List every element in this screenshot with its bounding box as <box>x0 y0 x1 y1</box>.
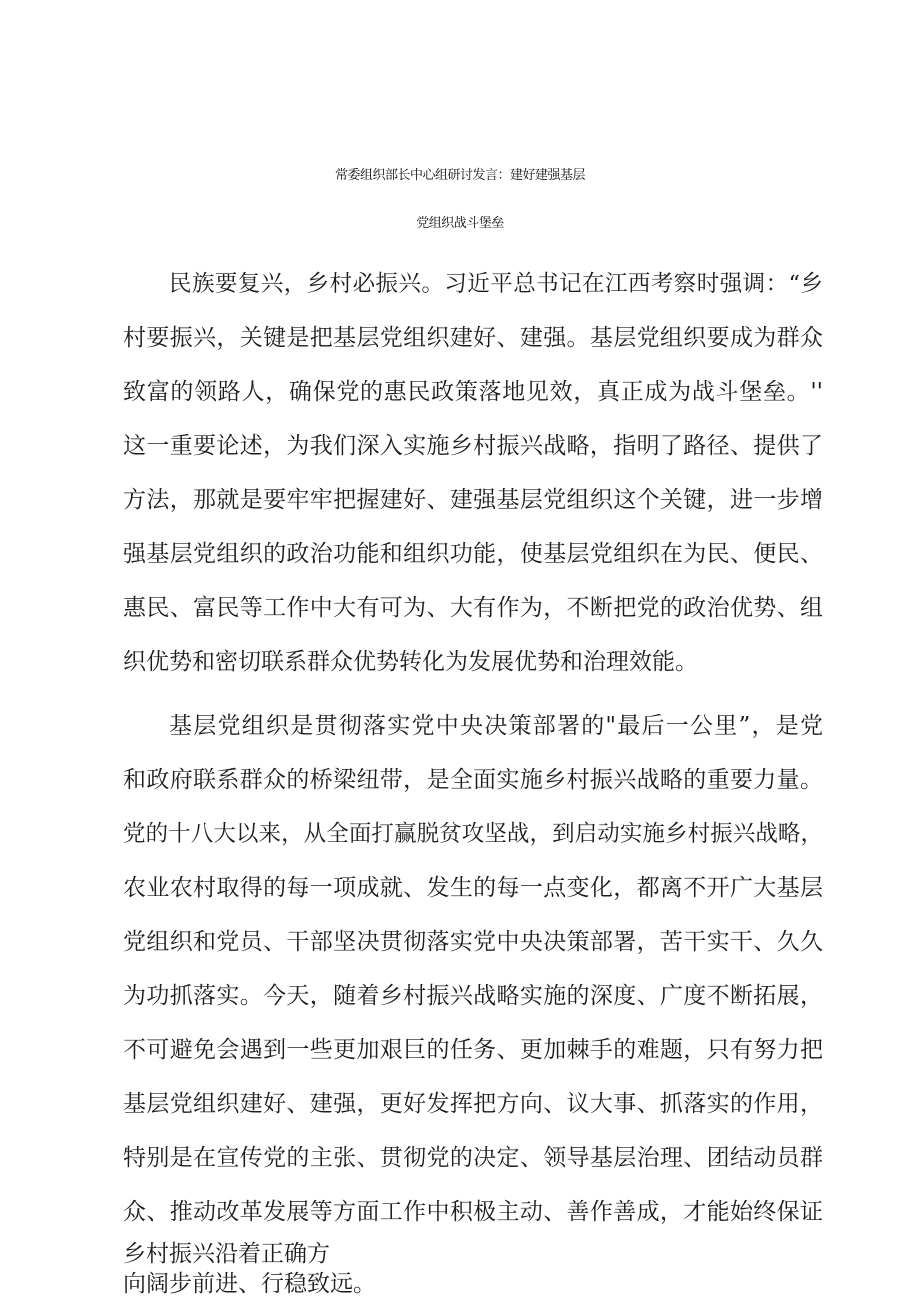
paragraph-1-line: 村要振兴，关键是把基层党组织建好、建强。基层党组织要成为群众 <box>123 325 823 351</box>
paragraph-2-line: 向阔步前进、行稳致远。 <box>123 1271 376 1297</box>
document-title-line-2: 党组织战斗堡垒 <box>416 216 504 231</box>
paragraph-2-line: 为功抓落实。今天，随着乡村振兴战略实施的深度、广度不断拓展， <box>123 983 823 1009</box>
paragraph-2-line: 党的十八大以来，从全面打赢脱贫攻坚战，到启动实施乡村振兴战略， <box>123 821 823 847</box>
paragraph-2-line: 党组织和党员、干部坚决贯彻落实党中央决策部署，苦干实干、久久 <box>123 929 823 955</box>
paragraph-2-line: 农业农村取得的每一项成就、发生的每一点变化，都离不开广大基层 <box>123 875 823 901</box>
paragraph-2-line: 众、推动改革发展等方面工作中积极主动、善作善成，才能始终保证 <box>123 1199 823 1225</box>
paragraph-1-line: 方法，那就是要牢牢把握建好、建强基层党组织这个关键，进一步增 <box>123 487 823 513</box>
paragraph-2-line: 不可避免会遇到一些更加艰巨的任务、更加棘手的难题，只有努力把 <box>123 1037 823 1063</box>
paragraph-1-line: 致富的领路人，确保党的惠民政策落地见效，真正成为战斗堡垒。'' <box>123 379 823 405</box>
paragraph-2-line: 基层党组织是贯彻落实党中央决策部署的"最后一公里”，是党 <box>169 713 823 739</box>
paragraph-1-line: 织优势和密切联系群众优势转化为发展优势和治理效能。 <box>123 649 698 675</box>
paragraph-2-line: 特别是在宣传党的主张、贯彻党的决定、领导基层治理、团结动员群 <box>123 1145 823 1171</box>
paragraph-1-line: 惠民、富民等工作中大有可为、大有作为，不断把党的政治优势、组 <box>123 595 823 621</box>
paragraph-1-line: 民族要复兴，乡村必振兴。习近平总书记在江西考察时强调：“乡 <box>169 271 823 297</box>
paragraph-1-line: 这一重要论述，为我们深入实施乡村振兴战略，指明了路径、提供了 <box>123 433 823 459</box>
paragraph-1-line: 强基层党组织的政治功能和组织功能，使基层党组织在为民、便民、 <box>123 541 823 567</box>
paragraph-2-line: 基层党组织建好、建强，更好发挥把方向、议大事、抓落实的作用， <box>123 1091 823 1117</box>
paragraph-2-line: 乡村振兴沿着正确方 <box>123 1241 330 1267</box>
document-title-line-1: 常委组织部长中心组研讨发言：建好建强基层 <box>334 168 585 183</box>
paragraph-2-line: 和政府联系群众的桥梁纽带，是全面实施乡村振兴战略的重要力量。 <box>123 767 823 793</box>
